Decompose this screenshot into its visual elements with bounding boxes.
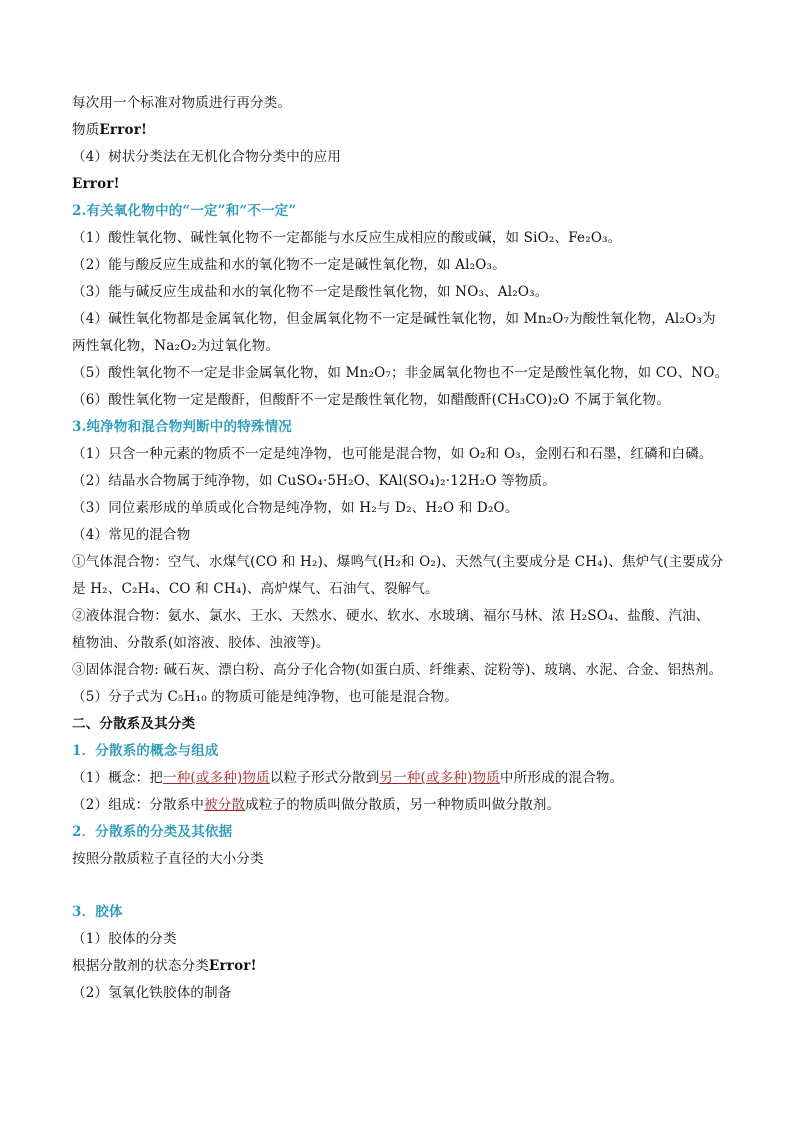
paragraph: （1）胶体的分类: [72, 931, 177, 947]
chapter-heading: 二、分散系及其分类: [72, 716, 196, 732]
text: 以粒子形式分散到: [269, 770, 380, 786]
paragraph: （3）能与碱反应生成盐和水的氧化物不一定是酸性氧化物，如 NO₃、Al₂O₃。: [72, 284, 549, 300]
text: 中所形成的混合物。: [500, 770, 624, 786]
section-heading: 2．分散系的分类及其依据: [72, 824, 233, 840]
paragraph: [72, 120, 732, 147]
text: （2）组成：分散系中: [72, 797, 205, 813]
paragraph: （2）氢氧化铁胶体的制备: [72, 985, 232, 1001]
paragraph: （4）常见的混合物: [72, 527, 191, 543]
text: 根据分散剂的状态分类: [72, 958, 209, 974]
paragraph: （5）酸性氧化物不一定是非金属氧化物，如 Mn₂O₇；非金属氧化物也不一定是酸性氧化物，如 CO、NO。: [72, 365, 729, 381]
paragraph: （5）分子式为 C₅H₁₀ 的物质可能是纯净物，也可能是混合物。: [72, 689, 458, 705]
text: 成粒子的物质叫做分散质，另一种物质叫做分散剂。: [245, 797, 561, 813]
paragraph: [72, 956, 732, 983]
paragraph: 按照分散质粒子直径的大小分类: [72, 851, 264, 867]
underlined-term: 被分散: [204, 797, 246, 813]
paragraph: （4）碱性氧化物都是金属氧化物，但金属氧化物不一定是碱性氧化物，如 Mn₂O₇为酸性氧化物，Al₂O₃为: [72, 311, 716, 327]
paragraph: （1）酸性氧化物、碱性氧化物不一定都能与水反应生成相应的酸或碱，如 SiO₂、Fe₂O₃。: [72, 230, 622, 246]
paragraph: 植物油、分散系(如溶液、胶体、浊液等)。: [72, 635, 330, 651]
paragraph: （4）树状分类法在无机化合物分类中的应用: [72, 149, 342, 165]
error-text: Error!: [209, 958, 257, 974]
paragraph: ①气体混合物：空气、水煤气(CO 和 H₂)、爆鸣气(H₂和 O₂)、天然气(主要成分是 CH₄)、焦炉气(主要成分: [72, 554, 724, 570]
paragraph: 每次用一个标准对物质进行再分类。: [72, 95, 292, 111]
paragraph: [72, 795, 732, 822]
error-text: Error!: [72, 176, 120, 192]
section-heading: 3.纯净物和混合物判断中的特殊情况: [72, 419, 292, 435]
paragraph: （6）酸性氧化物一定是酸酐，但酸酐不一定是酸性氧化物，如醋酸酐(CH₃CO)₂O 不属于氧化物。: [72, 392, 670, 408]
text: 物质: [72, 122, 100, 138]
text: （1）概念：把: [72, 770, 163, 786]
paragraph: ②液体混合物：氨水、氯水、王水、天然水、硬水、软水、水玻璃、福尔马林、浓 H₂SO₄、盐酸、汽油、: [72, 608, 710, 624]
paragraph: （2）结晶水合物属于纯净物，如 CuSO₄·5H₂O、KAl(SO₄)₂·12H₂O 等物质。: [72, 473, 556, 489]
underlined-term: 另一种(或多种)物质: [379, 770, 500, 786]
section-heading: 3．胶体: [72, 904, 123, 920]
paragraph: [72, 768, 732, 795]
section-heading: 2.有关氧化物中的“一定”和“不一定”: [72, 203, 297, 219]
document-page: [72, 93, 732, 1010]
underlined-term: 一种(或多种)物质: [163, 770, 270, 786]
blank-space: [72, 876, 732, 902]
paragraph: 是 H₂、C₂H₄、CO 和 CH₄)、高炉煤气、石油气、裂解气。: [72, 581, 439, 597]
paragraph: （1）只含一种元素的物质不一定是纯净物，也可能是混合物，如 O₂和 O₃，金刚石和石墨，红磷和白磷。: [72, 446, 713, 462]
paragraph: ③固体混合物: 碱石灰、漂白粉、高分子化合物(如蛋白质、纤维素、淀粉等)、玻璃、水泥、合金、铝热剂。: [72, 662, 723, 678]
paragraph: （2）能与酸反应生成盐和水的氧化物不一定是碱性氧化物，如 Al₂O₃。: [72, 257, 506, 273]
error-text: Error!: [99, 122, 148, 138]
paragraph: 两性氧化物，Na₂O₂为过氧化物。: [72, 338, 280, 354]
section-heading: 1．分散系的概念与组成: [72, 743, 219, 759]
paragraph: （3）同位素形成的单质或化合物是纯净物，如 H₂与 D₂、H₂O 和 D₂O。: [72, 500, 519, 516]
